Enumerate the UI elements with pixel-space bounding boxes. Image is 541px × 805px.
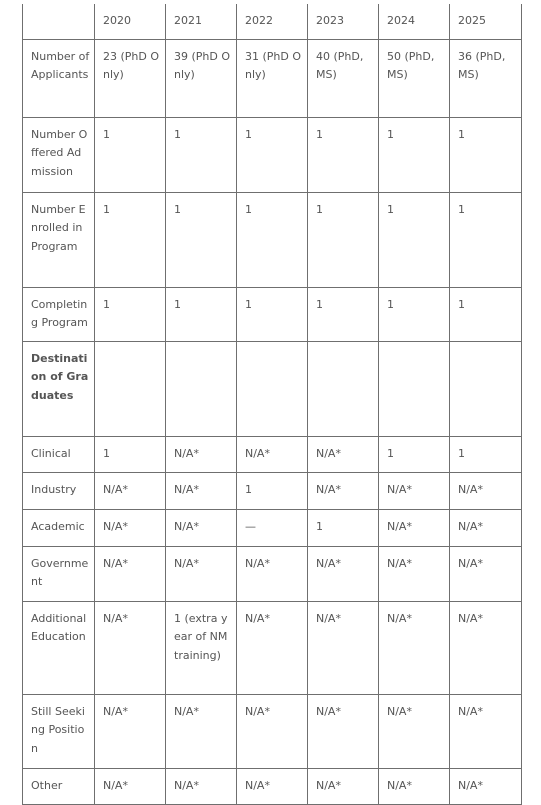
table-cell: 1 [450, 192, 522, 287]
row-label: Clinical [23, 436, 95, 472]
table-row [23, 192, 522, 287]
table-cell: N/A* [450, 694, 522, 768]
table-cell: 1 [166, 192, 237, 287]
header-cell-year: 2024 [379, 4, 450, 39]
table-cell: — [237, 509, 308, 546]
table-cell: N/A* [308, 546, 379, 601]
table-cell: N/A* [308, 436, 379, 472]
table-row [23, 436, 522, 472]
table-cell: 1 [450, 117, 522, 192]
row-label: Additional Education [23, 601, 95, 694]
table-cell: N/A* [379, 768, 450, 804]
table-row [23, 117, 522, 192]
row-label: Academic [23, 509, 95, 546]
table-cell: N/A* [308, 601, 379, 694]
table-cell: 1 [379, 287, 450, 341]
table-cell: N/A* [450, 472, 522, 509]
table-row [23, 601, 522, 694]
table-cell: N/A* [95, 472, 166, 509]
row-label: Other [23, 768, 95, 804]
table-cell [308, 341, 379, 436]
table-cell: 31 (PhD Only) [237, 39, 308, 117]
table-cell: 1 [379, 117, 450, 192]
header-cell-year: 2020 [95, 4, 166, 39]
section-row [23, 341, 522, 436]
table-cell: 1 [95, 436, 166, 472]
table-cell: N/A* [379, 601, 450, 694]
table-cell: 39 (PhD Only) [166, 39, 237, 117]
table-cell: N/A* [166, 509, 237, 546]
table-cell: N/A* [237, 694, 308, 768]
table-row [23, 509, 522, 546]
table-cell: N/A* [308, 694, 379, 768]
table-row [23, 39, 522, 117]
table-cell: 50 (PhD, MS) [379, 39, 450, 117]
table-cell: N/A* [237, 436, 308, 472]
header-cell-year: 2022 [237, 4, 308, 39]
table-cell: 1 [308, 509, 379, 546]
table-cell: N/A* [379, 546, 450, 601]
header-row [23, 4, 522, 39]
header-cell-year: 2023 [308, 4, 379, 39]
table-cell: N/A* [450, 546, 522, 601]
table-cell: 1 [379, 436, 450, 472]
table-cell: N/A* [95, 601, 166, 694]
section-label: Destination of Graduates [23, 341, 95, 436]
row-label: Still Seeking Position [23, 694, 95, 768]
table-row [23, 472, 522, 509]
table-cell: 1 [379, 192, 450, 287]
table-cell: 1 [95, 117, 166, 192]
table-cell: 40 (PhD, MS) [308, 39, 379, 117]
table-cell: N/A* [95, 768, 166, 804]
row-label: Completing Program [23, 287, 95, 341]
table-cell [166, 341, 237, 436]
table-cell: N/A* [95, 694, 166, 768]
table-cell: 1 [237, 472, 308, 509]
table-cell: 1 [308, 287, 379, 341]
table-cell: 1 [308, 117, 379, 192]
table-cell: N/A* [308, 768, 379, 804]
table-cell: N/A* [379, 509, 450, 546]
table-cell [237, 341, 308, 436]
table-cell: N/A* [379, 694, 450, 768]
table-cell: N/A* [166, 694, 237, 768]
table-cell: 36 (PhD, MS) [450, 39, 522, 117]
table-cell: 1 [166, 117, 237, 192]
table-cell [379, 341, 450, 436]
table-row [23, 768, 522, 804]
table-cell: N/A* [166, 546, 237, 601]
table-cell [450, 341, 522, 436]
table-cell: 1 [237, 192, 308, 287]
table-cell: 1 [95, 192, 166, 287]
table-cell: N/A* [166, 472, 237, 509]
table-cell: 1 [166, 287, 237, 341]
row-label: Government [23, 546, 95, 601]
table-cell: 1 [237, 117, 308, 192]
table-row [23, 287, 522, 341]
row-label: Industry [23, 472, 95, 509]
table-row [23, 546, 522, 601]
table-cell: N/A* [450, 601, 522, 694]
table-cell [95, 341, 166, 436]
row-label: Number of Applicants [23, 39, 95, 117]
table-cell: N/A* [166, 436, 237, 472]
table-cell: 1 [450, 287, 522, 341]
table-cell: 1 [450, 436, 522, 472]
table-cell: N/A* [450, 509, 522, 546]
header-cell-corner [23, 4, 95, 39]
row-label: Number Offered Admission [23, 117, 95, 192]
header-cell-year: 2025 [450, 4, 522, 39]
table-cell: 1 [308, 192, 379, 287]
table-cell: N/A* [308, 472, 379, 509]
table-cell: N/A* [166, 768, 237, 804]
table-cell: N/A* [237, 546, 308, 601]
table-cell: N/A* [95, 546, 166, 601]
table-cell: N/A* [95, 509, 166, 546]
table-cell: N/A* [237, 768, 308, 804]
outcomes-table [22, 4, 522, 805]
table-cell: 1 [237, 287, 308, 341]
table-cell: N/A* [450, 768, 522, 804]
table-cell: 1 [95, 287, 166, 341]
table-cell: 23 (PhD Only) [95, 39, 166, 117]
table-cell: N/A* [379, 472, 450, 509]
header-cell-year: 2021 [166, 4, 237, 39]
table-row [23, 694, 522, 768]
row-label: Number Enrolled in Program [23, 192, 95, 287]
table-cell: 1 (extra year of NM training) [166, 601, 237, 694]
table-cell: N/A* [237, 601, 308, 694]
